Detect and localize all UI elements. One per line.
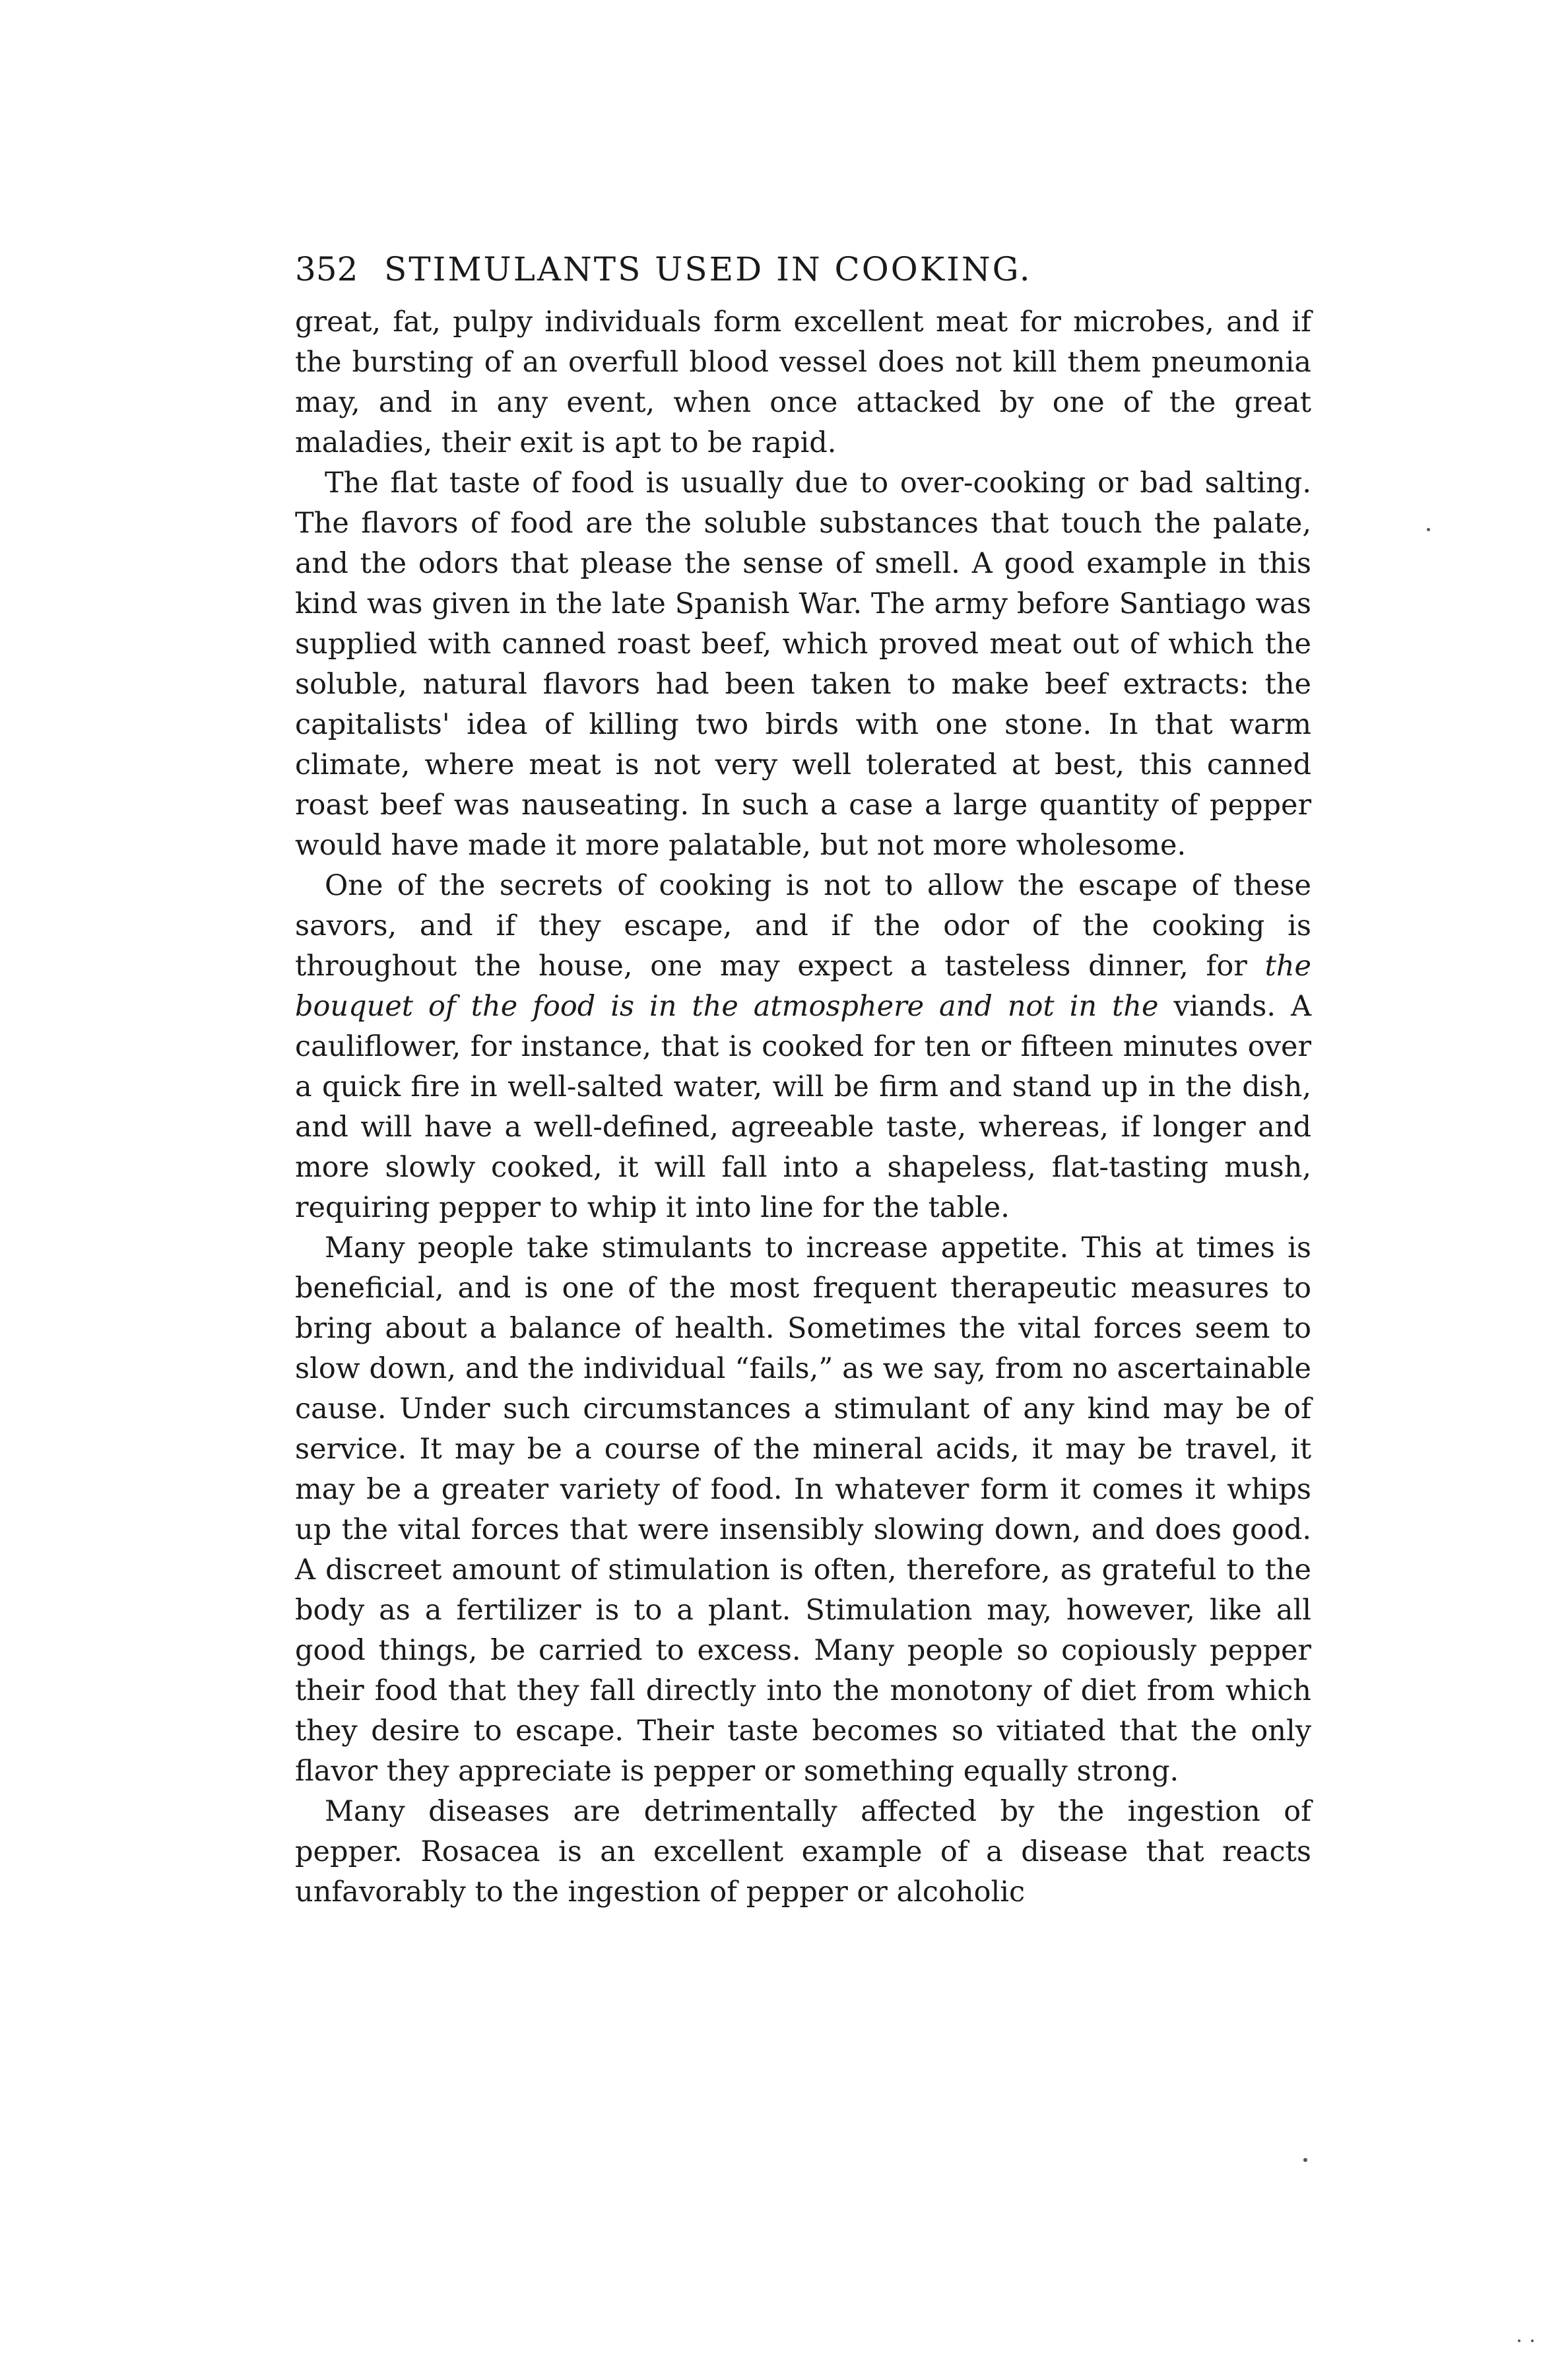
scan-speck: [1303, 2158, 1307, 2162]
scan-speck: [1427, 528, 1430, 531]
paragraph-1: great, fat, pulpy individuals form excellent meat for microbes, and if the bursting of an overfull blood vessel does not kill them pneumonia may, and in any event, when once attacked by one of the great maladies, their exit is apt to be rapid.: [295, 306, 1311, 459]
paragraph-5: Many diseases are detrimentally affected by the ingestion of pepper. Rosacea is an excellent example of a disease that reacts unfavorably to the ingestion of pepper or alcoholic: [295, 1795, 1311, 1909]
paragraph-4: Many people take stimulants to increase appetite. This at times is beneficial, and is one of the most frequent therapeutic measures to bring about a balance of health. Sometimes the vital forces seem to slow down, and the individual “fails,” as we say, from no ascertainable cause. Under such circumstances a stimulant of any kind may be of service. It may be a course of the mineral acids, it may be travel, it may be a greater variety of food. In whatever form it comes it whips up the vital forces that were insensibly slowing down, and does good. A discreet amount of stimulation is often, therefore, as grateful to the body as a fertilizer is to a plant. Stimulation may, however, like all good things, be carried to excess. Many people so copiously pepper their food that they fall directly into the monotony of diet from which they desire to escape. Their taste becomes so vitiated that the only flavor they appreciate is pepper or something equally strong.: [295, 1231, 1311, 1788]
page-number: 352: [295, 250, 358, 288]
scan-speck: [1518, 2339, 1520, 2342]
paragraph-3-text-before: One of the secrets of cooking is not to allow the escape of these savors, and if they escape, and if the odor of the cooking is throughout the house, one may expect a tasteless dinner, for: [295, 869, 1311, 983]
paragraph-3: [295, 866, 1311, 1228]
running-head: STIMULANTS USED IN COOKING.: [384, 250, 1032, 288]
paragraph-3-text-after: viands. A cauliflower, for instance, that is cooked for ten or fifteen minutes over a quick fire in well-salted water, will be firm and stand up in the dish, and will have a well-defined, agreeable taste, whereas, if longer and more slowly cooked, it will fall into a shapeless, flat-tasting mush, requiring pepper to whip it into line for the table.: [295, 990, 1312, 1224]
scan-speck: [1531, 2339, 1534, 2342]
paragraph-2: The flat taste of food is usually due to over-cooking or bad salting. The flavors of food are the soluble substances that touch the palate, and the odors that please the sense of smell. A good example in this kind was given in the late Spanish War. The army before Santiago was supplied with canned roast beef, which proved meat out of which the soluble, natural flavors had been taken to make beef extracts: the capitalists' idea of killing two birds with one stone. In that warm climate, where meat is not very well tolerated at best, this canned roast beef was nauseating. In such a case a large quantity of pepper would have made it more palatable, but not more wholesome.: [295, 467, 1311, 862]
paragraph-3-italic-text: the bouquet of the food is in the atmosphere and not in the: [295, 950, 1311, 1023]
body-text: [295, 302, 1311, 1913]
page-header: [295, 243, 1311, 296]
